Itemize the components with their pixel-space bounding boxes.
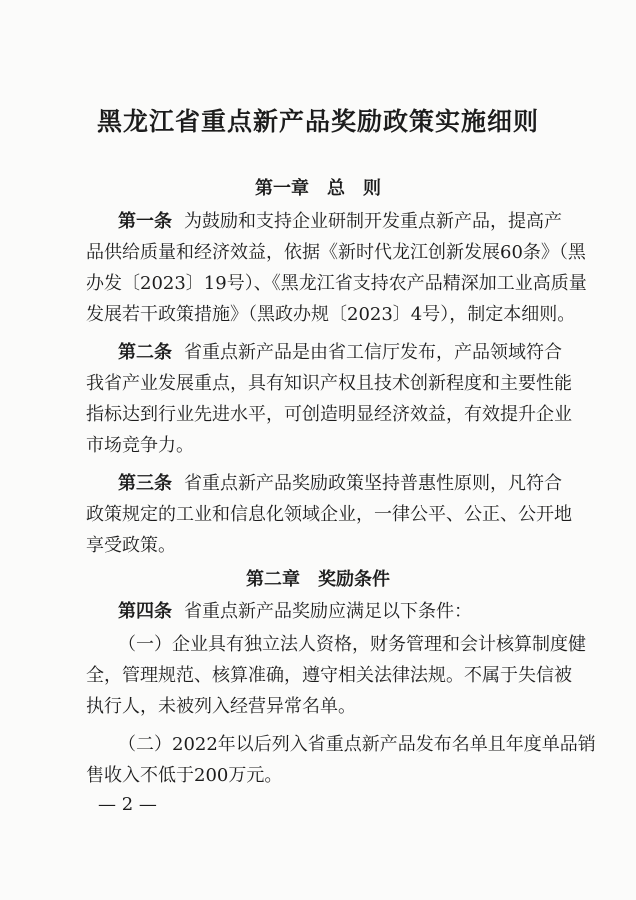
- article2-line: 指标达到行业先进水平，可创造明显经济效益，有效提升企业: [86, 404, 572, 425]
- article3-first-line: [118, 473, 562, 495]
- item1-line: （一）企业具有独立法人资格，财务管理和会计核算制度健: [118, 634, 586, 655]
- article4-line: 省重点新产品奖励应满足以下条件：: [184, 601, 472, 622]
- document-title: 黑龙江省重点新产品奖励政策实施细则: [96, 107, 539, 136]
- article1-line: 发展若干政策措施》（黑政办规〔2023〕4号），制定本细则。: [86, 304, 576, 325]
- article3-line: 享受政策。: [86, 535, 176, 556]
- article3-line: 政策规定的工业和信息化领域企业，一律公平、公正、公开地: [86, 504, 572, 525]
- article3-heading: 第三条: [118, 473, 172, 494]
- article2-first-line: [118, 342, 562, 364]
- item1-line: 全，管理规范、核算准确，遵守相关法律法规。不属于失信被: [86, 665, 572, 686]
- article1-heading: 第一条: [118, 211, 172, 232]
- article3-line: 省重点新产品奖励政策坚持普惠性原则，凡符合: [184, 473, 562, 494]
- item1-line: 执行人，未被列入经营异常名单。: [86, 696, 356, 717]
- article1-line: 品供给质量和经济效益，依据《新时代龙江创新发展60条》（黑: [86, 242, 586, 263]
- article2-line: 市场竞争力。: [86, 435, 194, 456]
- article2-heading: 第二条: [118, 342, 172, 363]
- item2-line: 售收入不低于200万元。: [86, 765, 283, 786]
- page-number: — 2 —: [98, 794, 157, 815]
- article4-heading: 第四条: [118, 601, 172, 622]
- article2-line: 省重点新产品是由省工信厅发布，产品领域符合: [184, 342, 562, 363]
- chapter-heading-2: 第二章 奖励条件: [246, 569, 390, 590]
- article1-line: 办发〔2023〕19号）、《黑龙江省支持农产品精深加工业高质量: [86, 273, 587, 294]
- article1-first-line: [118, 211, 562, 233]
- article1-line: 为鼓励和支持企业研制开发重点新产品，提高产: [184, 211, 562, 232]
- chapter-heading-1: 第一章 总 则: [255, 178, 381, 199]
- article4-first-line: [118, 601, 556, 623]
- article2-line: 我省产业发展重点，具有知识产权且技术创新程度和主要性能: [86, 373, 572, 394]
- item2-line: （二）2022年以后列入省重点新产品发布名单且年度单品销: [118, 734, 596, 755]
